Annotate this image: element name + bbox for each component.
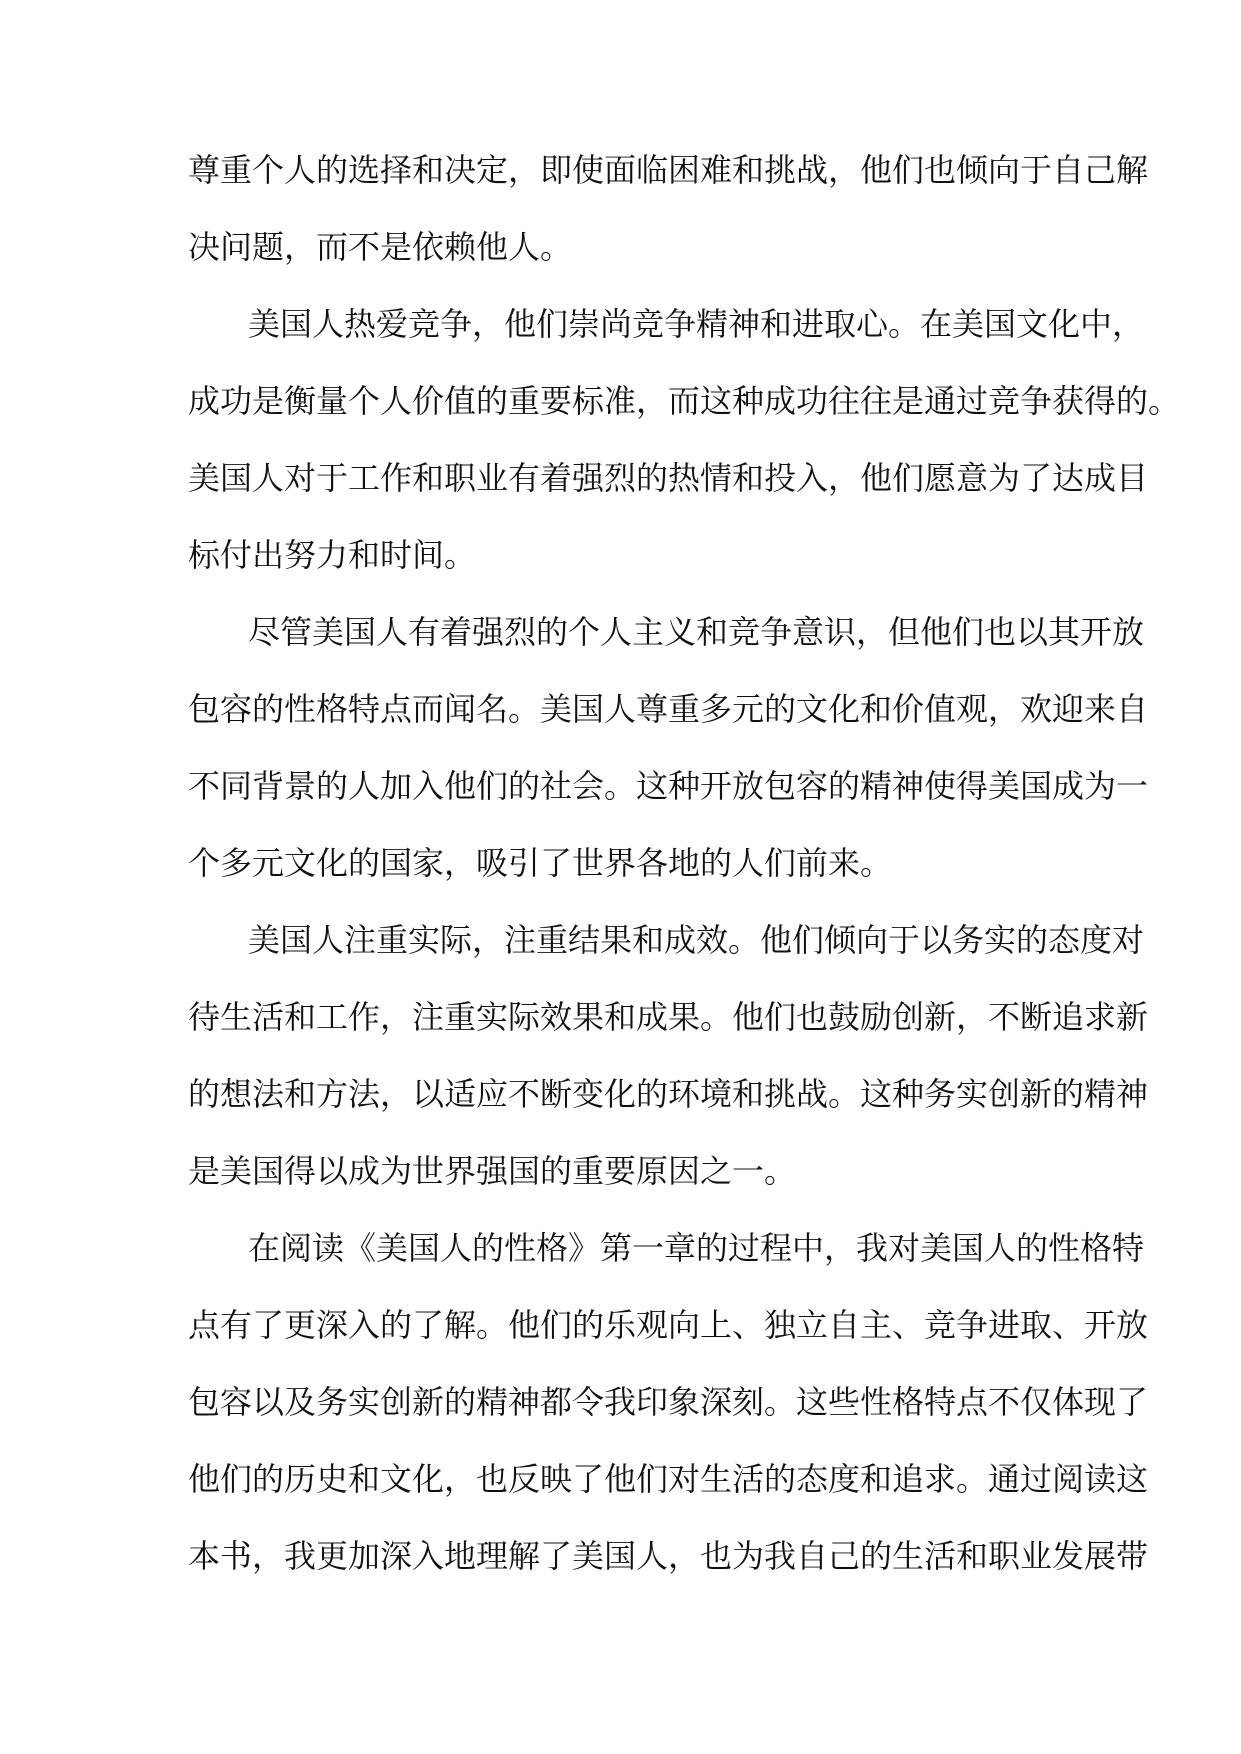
document-body bbox=[188, 132, 1181, 1595]
text-line: 本书，我更加深入地理解了美国人，也为我自己的生活和职业发展带 bbox=[188, 1537, 1149, 1575]
text-line: 在阅读《美国人的性格》第一章的过程中，我对美国人的性格特 bbox=[248, 1229, 1145, 1267]
text-line: 成功是衡量个人价值的重要标准，而这种成功往往是通过竞争获得的。 bbox=[188, 382, 1181, 420]
paragraph-5 bbox=[188, 1210, 1149, 1595]
paragraph-1 bbox=[188, 132, 1149, 286]
text-line: 待生活和工作，注重实际效果和成果。他们也鼓励创新，不断追求新 bbox=[188, 998, 1149, 1036]
text-line: 点有了更深入的了解。他们的乐观向上、独立自主、竞争进取、开放 bbox=[188, 1306, 1149, 1344]
text-line: 包容的性格特点而闻名。美国人尊重多元的文化和价值观，欢迎来自 bbox=[188, 690, 1149, 728]
paragraph-2 bbox=[188, 286, 1181, 594]
text-line: 他们的历史和文化，也反映了他们对生活的态度和追求。通过阅读这 bbox=[188, 1460, 1149, 1498]
text-line: 美国人热爱竞争，他们崇尚竞争精神和进取心。在美国文化中， bbox=[248, 305, 1145, 343]
text-line: 标付出努力和时间。 bbox=[188, 536, 477, 574]
paragraph-3 bbox=[188, 594, 1149, 902]
text-line: 决问题，而不是依赖他人。 bbox=[188, 228, 573, 266]
text-line: 美国人注重实际，注重结果和成效。他们倾向于以务实的态度对 bbox=[248, 921, 1145, 959]
text-line: 尊重个人的选择和决定，即使面临困难和挑战，他们也倾向于自己解 bbox=[188, 151, 1149, 189]
text-line: 美国人对于工作和职业有着强烈的热情和投入，他们愿意为了达成目 bbox=[188, 459, 1149, 497]
text-line: 的想法和方法，以适应不断变化的环境和挑战。这种务实创新的精神 bbox=[188, 1075, 1149, 1113]
text-line: 尽管美国人有着强烈的个人主义和竞争意识，但他们也以其开放 bbox=[248, 613, 1145, 651]
text-line: 个多元文化的国家，吸引了世界各地的人们前来。 bbox=[188, 844, 893, 882]
text-line: 是美国得以成为世界强国的重要原因之一。 bbox=[188, 1152, 797, 1190]
text-line: 不同背景的人加入他们的社会。这种开放包容的精神使得美国成为一 bbox=[188, 767, 1149, 805]
text-line: 包容以及务实创新的精神都令我印象深刻。这些性格特点不仅体现了 bbox=[188, 1383, 1149, 1421]
paragraph-4 bbox=[188, 902, 1149, 1210]
